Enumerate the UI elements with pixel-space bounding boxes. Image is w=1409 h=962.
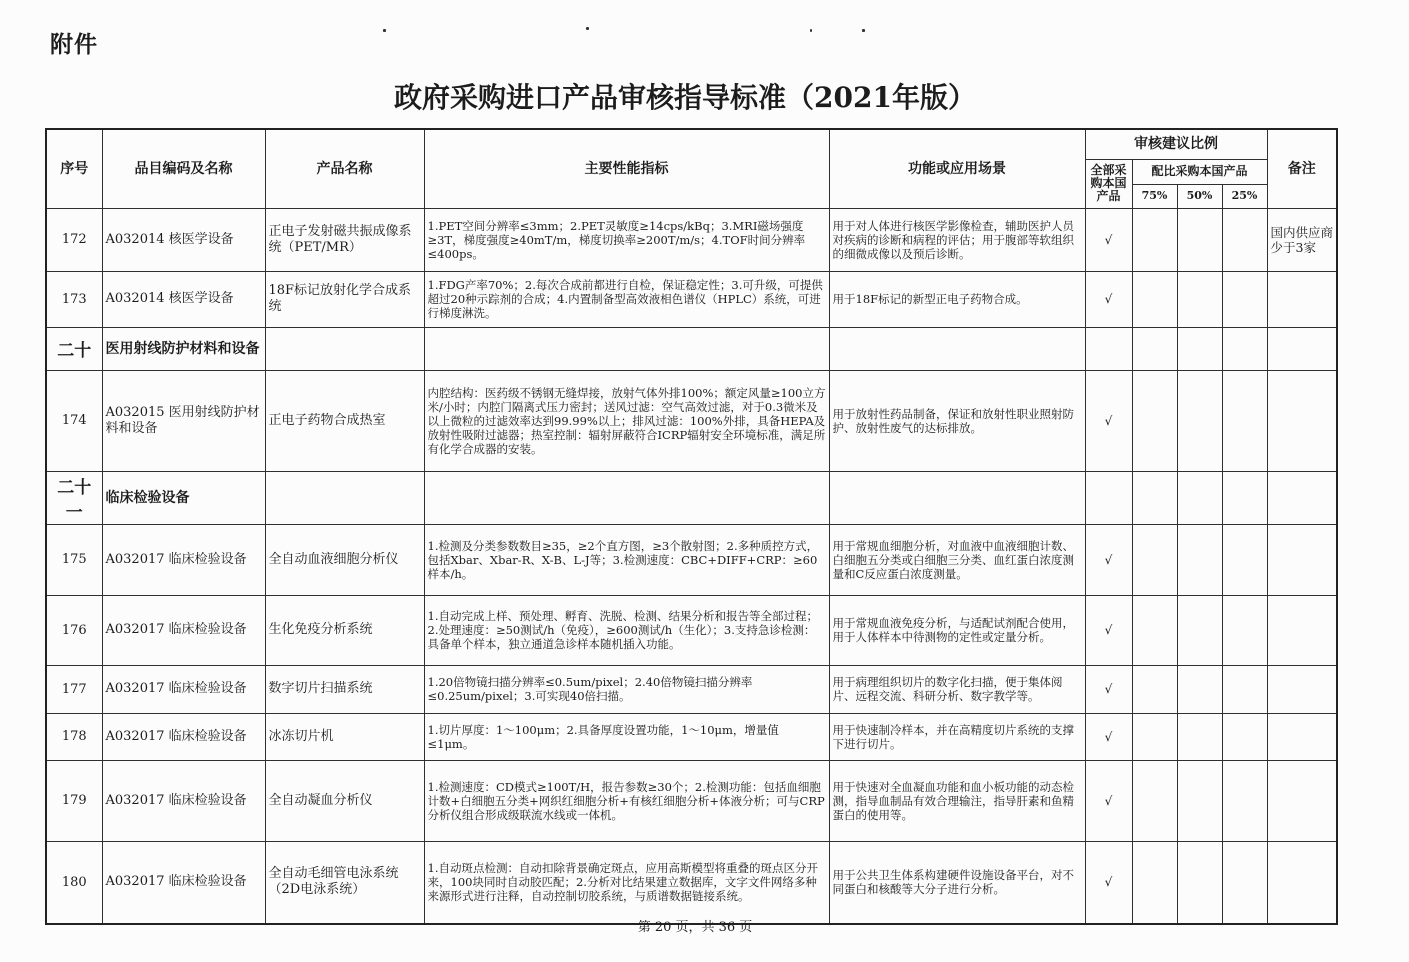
category-cell: A032014 核医学设备 xyxy=(102,271,265,327)
ratio-50-cell xyxy=(1177,841,1222,924)
table-row xyxy=(46,271,1337,327)
function-cell: 用于公共卫生体系构建硬件设施设备平台，对不同蛋白和核酸等大分子进行分析。 xyxy=(829,841,1085,924)
header-specs: 主要性能指标 xyxy=(424,129,829,208)
header-seq: 序号 xyxy=(46,129,102,208)
function-cell: 用于常规血细胞分析，对血液中血液细胞计数、白细胞五分类或白细胞三分类、血红蛋白浓度测量和C反应蛋白浓度测量。 xyxy=(829,524,1085,595)
ratio-50-cell xyxy=(1177,713,1222,760)
header-remarks: 备注 xyxy=(1267,129,1337,208)
specs-cell: 1.20倍物镜扫描分辨率≤0.5um/pixel；2.40倍物镜扫描分辨率≤0.25um/pixel；3.可实现40倍扫描。 xyxy=(424,665,829,713)
ratio-50-cell xyxy=(1177,370,1222,471)
ratio-25-cell xyxy=(1222,665,1267,713)
empty-cell xyxy=(424,327,829,370)
all-domestic-check: √ xyxy=(1085,370,1132,471)
ratio-25-cell xyxy=(1222,524,1267,595)
header-product: 产品名称 xyxy=(265,129,424,208)
header-mixed-domestic: 配比采购本国产品 xyxy=(1132,159,1267,184)
header-ratio-25: 25% xyxy=(1222,184,1267,208)
scan-speck xyxy=(810,29,812,32)
product-name-cell: 全自动血液细胞分析仪 xyxy=(265,524,424,595)
function-cell: 用于放射性药品制备，保证和放射性职业照射防护、放射性废气的达标排放。 xyxy=(829,370,1085,471)
remarks-cell xyxy=(1267,595,1337,665)
section-name: 临床检验设备 xyxy=(102,471,265,524)
header-category: 品目编码及名称 xyxy=(102,129,265,208)
table-row xyxy=(46,595,1337,665)
standards-table xyxy=(45,128,1338,925)
remarks-cell xyxy=(1267,370,1337,471)
empty-cell xyxy=(1267,327,1337,370)
all-domestic-check: √ xyxy=(1085,208,1132,271)
ratio-25-cell xyxy=(1222,595,1267,665)
product-name-cell: 数字切片扫描系统 xyxy=(265,665,424,713)
category-cell: A032017 临床检验设备 xyxy=(102,760,265,841)
specs-cell: 1.检测速度：CD模式≥100T/H，报告参数≥30个；2.检测功能：包括血细胞计数+白细胞五分类+网织红细胞分析+有核红细胞分析+体液分析；可与CRP分析仪组合形成级联流水线或一体机。 xyxy=(424,760,829,841)
seq-cell: 174 xyxy=(46,370,102,471)
remarks-cell xyxy=(1267,841,1337,924)
table-row xyxy=(46,208,1337,271)
ratio-50-cell xyxy=(1177,271,1222,327)
table-row xyxy=(46,713,1337,760)
function-cell: 用于常规血液免疫分析，与适配试剂配合使用，用于人体样本中待测物的定性或定量分析。 xyxy=(829,595,1085,665)
specs-cell: 1.切片厚度：1～100μm；2.具备厚度设置功能，1～10μm，增量值≤1μm。 xyxy=(424,713,829,760)
empty-cell xyxy=(424,471,829,524)
remarks-cell xyxy=(1267,713,1337,760)
product-name-cell: 全自动毛细管电泳系统（2D电泳系统） xyxy=(265,841,424,924)
all-domestic-check: √ xyxy=(1085,271,1132,327)
empty-cell xyxy=(265,327,424,370)
remarks-cell: 国内供应商少于3家 xyxy=(1267,208,1337,271)
category-cell: A032017 临床检验设备 xyxy=(102,841,265,924)
category-cell: A032015 医用射线防护材料和设备 xyxy=(102,370,265,471)
empty-cell xyxy=(1177,471,1222,524)
ratio-75-cell xyxy=(1132,713,1177,760)
seq-cell: 178 xyxy=(46,713,102,760)
remarks-cell xyxy=(1267,665,1337,713)
empty-cell xyxy=(829,327,1085,370)
ratio-25-cell xyxy=(1222,760,1267,841)
header-all-domestic: 全部采购本国产品 xyxy=(1085,159,1132,208)
all-domestic-check: √ xyxy=(1085,713,1132,760)
ratio-50-cell xyxy=(1177,524,1222,595)
empty-cell xyxy=(1222,327,1267,370)
category-cell: A032017 临床检验设备 xyxy=(102,713,265,760)
section-number: 二十 xyxy=(46,327,102,370)
ratio-75-cell xyxy=(1132,370,1177,471)
section-row xyxy=(46,327,1337,370)
ratio-50-cell xyxy=(1177,665,1222,713)
seq-cell: 177 xyxy=(46,665,102,713)
empty-cell xyxy=(1177,327,1222,370)
header-function: 功能或应用场景 xyxy=(829,129,1085,208)
specs-cell: 1.PET空间分辨率≤3mm；2.PET灵敏度≥14cps/kBq；3.MRI磁场强度≥3T，梯度强度≥40mT/m，梯度切换率≥200T/m/s；4.TOF时间分辨率≤400ps。 xyxy=(424,208,829,271)
specs-cell: 1.自动完成上样、预处理、孵育、洗脱、检测、结果分析和报告等全部过程；2.处理速度：≥50测试/h（免疫），≥600测试/h（生化）；3.支持急诊检测：具备单个样本，独立通道急诊样本随机插入功能。 xyxy=(424,595,829,665)
specs-cell: 1.自动斑点检测：自动扣除背景确定斑点，应用高斯模型将重叠的斑点区分开来，100块同时自动胶匹配；2.分析对比结果建立数据库，文字文件网络多种来源形式进行注释，自动控制切胶系统，与质谱数据链接系统。 xyxy=(424,841,829,924)
seq-cell: 175 xyxy=(46,524,102,595)
attachment-label: 附件 xyxy=(50,32,98,58)
header-row xyxy=(46,129,1337,159)
empty-cell xyxy=(1132,327,1177,370)
remarks-cell xyxy=(1267,271,1337,327)
header-ratio-75: 75% xyxy=(1132,184,1177,208)
section-name: 医用射线防护材料和设备 xyxy=(102,327,265,370)
empty-cell xyxy=(1267,471,1337,524)
remarks-cell xyxy=(1267,524,1337,595)
empty-cell xyxy=(829,471,1085,524)
ratio-25-cell xyxy=(1222,713,1267,760)
page-title: 政府采购进口产品审核指导标准（2021年版） xyxy=(394,81,976,114)
ratio-75-cell xyxy=(1132,524,1177,595)
category-cell: A032017 临床检验设备 xyxy=(102,595,265,665)
scan-speck xyxy=(586,27,589,30)
ratio-75-cell xyxy=(1132,665,1177,713)
ratio-25-cell xyxy=(1222,208,1267,271)
ratio-50-cell xyxy=(1177,595,1222,665)
empty-cell xyxy=(1085,327,1132,370)
section-row xyxy=(46,471,1337,524)
product-name-cell: 正电子发射磁共振成像系统（PET/MR） xyxy=(265,208,424,271)
ratio-25-cell xyxy=(1222,271,1267,327)
category-cell: A032017 临床检验设备 xyxy=(102,665,265,713)
ratio-50-cell xyxy=(1177,208,1222,271)
ratio-75-cell xyxy=(1132,208,1177,271)
empty-cell xyxy=(1132,471,1177,524)
table-row xyxy=(46,841,1337,924)
function-cell: 用于病理组织切片的数字化扫描，便于集体阅片、远程交流、科研分析、数字教学等。 xyxy=(829,665,1085,713)
header-ratio-group: 审核建议比例 xyxy=(1085,129,1267,159)
all-domestic-check: √ xyxy=(1085,760,1132,841)
table-row xyxy=(46,665,1337,713)
seq-cell: 180 xyxy=(46,841,102,924)
scan-speck xyxy=(383,29,386,32)
function-cell: 用于对人体进行核医学影像检查，辅助医护人员对疾病的诊断和病程的评估；用于腹部等软组织的细微成像以及预后诊断。 xyxy=(829,208,1085,271)
ratio-75-cell xyxy=(1132,271,1177,327)
page-number-footer: 第 20 页，共 36 页 xyxy=(637,920,753,935)
ratio-25-cell xyxy=(1222,370,1267,471)
ratio-25-cell xyxy=(1222,841,1267,924)
function-cell: 用于快速对全血凝血功能和血小板功能的动态检测，指导血制品有效合理输注，指导肝素和鱼精蛋白的使用等。 xyxy=(829,760,1085,841)
product-name-cell: 冰冻切片机 xyxy=(265,713,424,760)
function-cell: 用于快速制冷样本，并在高精度切片系统的支撑下进行切片。 xyxy=(829,713,1085,760)
all-domestic-check: √ xyxy=(1085,665,1132,713)
product-name-cell: 全自动凝血分析仪 xyxy=(265,760,424,841)
scan-speck xyxy=(862,29,865,32)
table-row xyxy=(46,370,1337,471)
seq-cell: 179 xyxy=(46,760,102,841)
product-name-cell: 生化免疫分析系统 xyxy=(265,595,424,665)
ratio-75-cell xyxy=(1132,760,1177,841)
empty-cell xyxy=(1085,471,1132,524)
section-number: 二十一 xyxy=(46,471,102,524)
ratio-50-cell xyxy=(1177,760,1222,841)
specs-cell: 1.检测及分类参数数目≥35，≥2个直方图，≥3个散射图；2.多种质控方式，包括Xbar、Xbar-R、X-B、L-J等；3.检测速度：CBC+DIFF+CRP：≥60样本/h。 xyxy=(424,524,829,595)
all-domestic-check: √ xyxy=(1085,524,1132,595)
specs-cell: 1.FDG产率70%；2.每次合成前都进行自检，保证稳定性；3.可升级，可提供超过20种示踪剂的合成；4.内置制备型高效液相色谱仪（HPLC）系统，可进行梯度淋洗。 xyxy=(424,271,829,327)
ratio-75-cell xyxy=(1132,595,1177,665)
specs-cell: 内腔结构：医药级不锈钢无缝焊接，放射气体外排100%；额定风量≥100立方米/小时；内腔门隔离式压力密封；送风过滤：空气高效过滤，对于0.3微米及以上微粒的过滤效率达到99.99%以上；排风过滤：100%外排，具备HEPA及放射性吸附过滤器；热室控制：辐射屏蔽符合ICRP辐射安全环境标准，满足所有化学合成器的安装。 xyxy=(424,370,829,471)
seq-cell: 172 xyxy=(46,208,102,271)
seq-cell: 176 xyxy=(46,595,102,665)
product-name-cell: 正电子药物合成热室 xyxy=(265,370,424,471)
category-cell: A032017 临床检验设备 xyxy=(102,524,265,595)
product-name-cell: 18F标记放射化学合成系统 xyxy=(265,271,424,327)
table-row xyxy=(46,760,1337,841)
ratio-75-cell xyxy=(1132,841,1177,924)
category-cell: A032014 核医学设备 xyxy=(102,208,265,271)
function-cell: 用于18F标记的新型正电子药物合成。 xyxy=(829,271,1085,327)
empty-cell xyxy=(265,471,424,524)
header-ratio-50: 50% xyxy=(1177,184,1222,208)
remarks-cell xyxy=(1267,760,1337,841)
seq-cell: 173 xyxy=(46,271,102,327)
empty-cell xyxy=(1222,471,1267,524)
all-domestic-check: √ xyxy=(1085,595,1132,665)
table-row xyxy=(46,524,1337,595)
all-domestic-check: √ xyxy=(1085,841,1132,924)
